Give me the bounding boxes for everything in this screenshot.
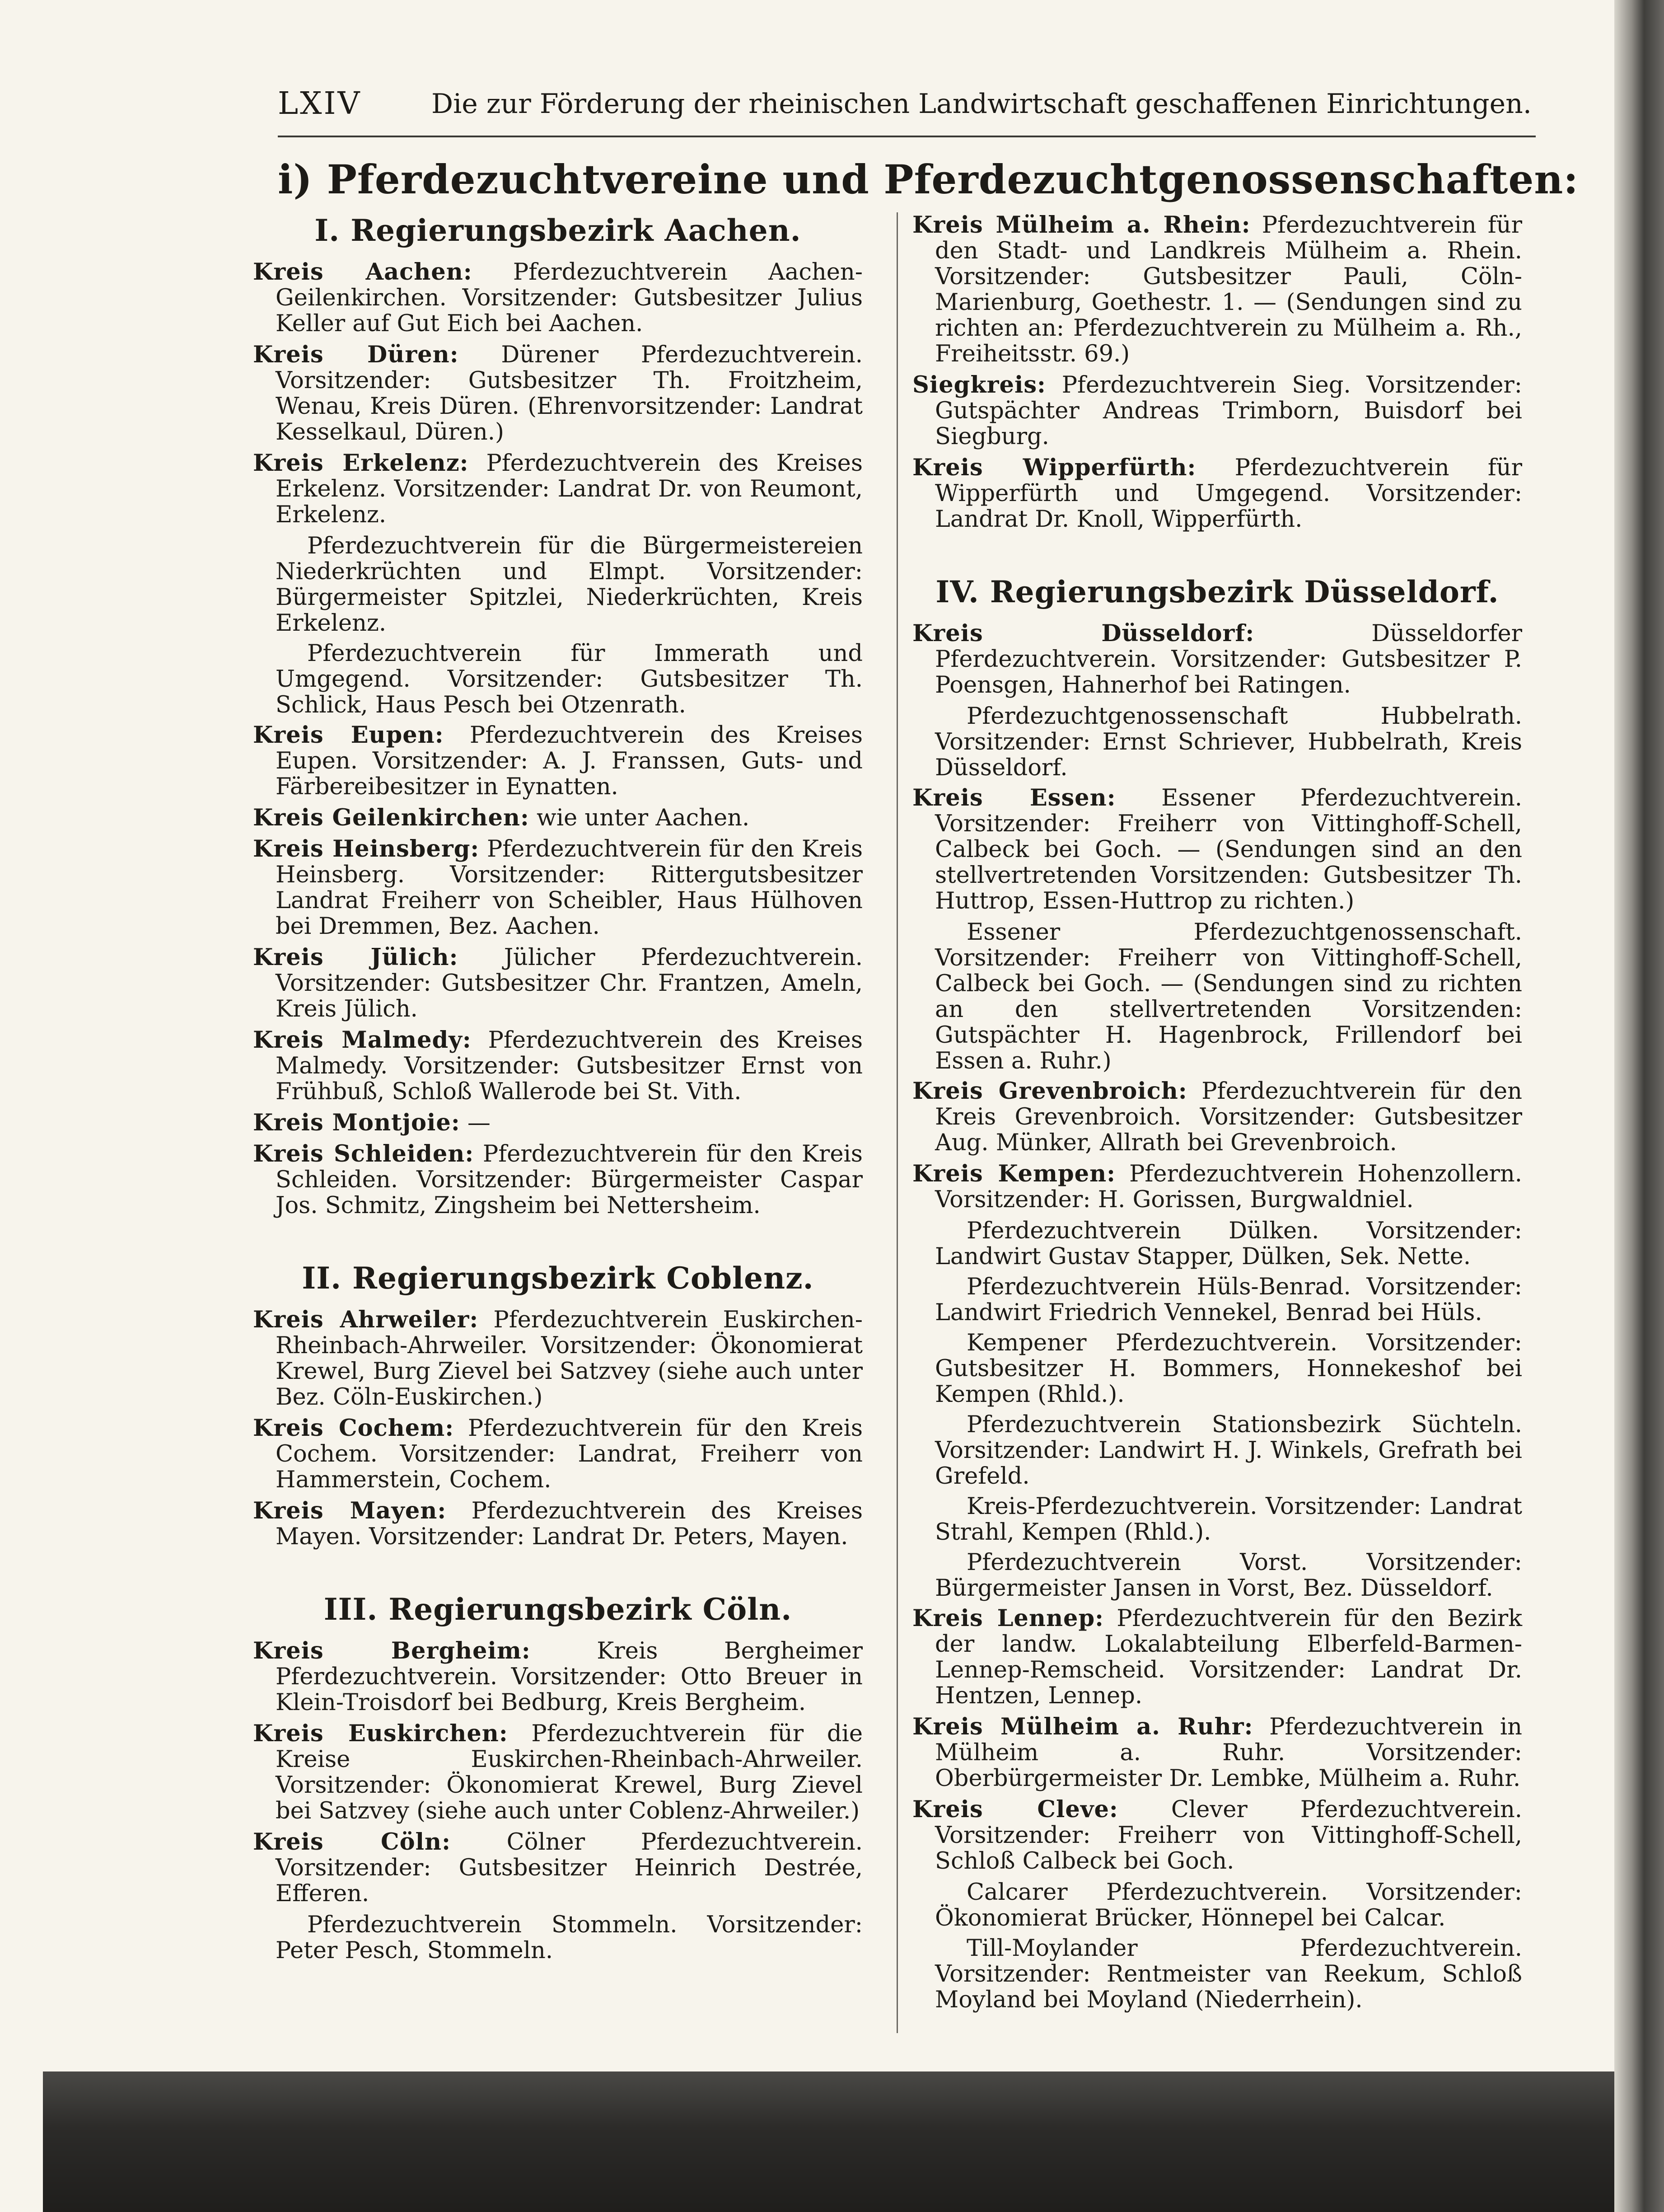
page-bottom-shadow bbox=[43, 2071, 1614, 2212]
entry-text: Pferdezuchtverein Hüls-Benrad. Vorsitzender: Landwirt Friedrich Vennekel, Benrad bei Hüls. bbox=[935, 1274, 1522, 1326]
directory-entry bbox=[912, 1330, 1522, 1407]
entry-text: Pferdezuchtverein für den Kreis Grevenbroich. Vorsitzender: Gutsbesitzer Aug. Münker, Allrath bei Grevenbroich. bbox=[935, 1078, 1522, 1156]
directory-entry bbox=[253, 722, 863, 800]
book-spine-edge bbox=[1614, 0, 1664, 2212]
entry-text: Pferdezuchtverein für Immerath und Umgegend. Vorsitzender: Gutsbesitzer Th. Schlick, Haus Pesch bei Otzenrath. bbox=[276, 640, 863, 718]
directory-entry bbox=[253, 1912, 863, 1964]
district-name: Kreis Cöln: bbox=[253, 1828, 451, 1856]
directory-entry bbox=[912, 1494, 1522, 1545]
directory-entry bbox=[253, 1498, 863, 1550]
district-name: Kreis Ahrweiler: bbox=[253, 1306, 479, 1333]
district-name: Kreis Montjoie: bbox=[253, 1109, 460, 1136]
entry-text: Pferdezuchtverein Hohenzollern. Vorsitzender: H. Gorissen, Burgwaldniel. bbox=[935, 1161, 1522, 1213]
district-name: Kreis Kempen: bbox=[912, 1160, 1116, 1187]
directory-entry bbox=[912, 1078, 1522, 1156]
directory-entry bbox=[253, 1638, 863, 1715]
district-name: Kreis Euskirchen: bbox=[253, 1720, 508, 1747]
directory-entry bbox=[253, 1829, 863, 1907]
district-name: Kreis Düren: bbox=[253, 341, 459, 368]
section-gap bbox=[253, 1224, 863, 1260]
entry-text: Clever Pferdezuchtverein. Vorsitzender: Freiherr von Vittinghoff-Schell, Schloß Calbeck bei Goch. bbox=[935, 1796, 1523, 1875]
district-name: Kreis Wipperfürth: bbox=[912, 454, 1197, 481]
directory-entry bbox=[253, 1141, 863, 1218]
directory-entry bbox=[253, 945, 863, 1022]
district-name: Kreis Cleve: bbox=[912, 1796, 1118, 1823]
district-name: Siegkreis: bbox=[912, 371, 1046, 398]
page-title: i) Pferdezuchtvereine und Pferdezuchtgenossenschaften: bbox=[278, 156, 1579, 203]
section-heading: I. Regierungsbezirk Aachen. bbox=[314, 213, 801, 248]
entry-text: Pferdezuchtverein für die Bürgermeistereien Niederkrüchten und Elmpt. Vorsitzender: Bürgermeister Spitzlei, Niederkrüchten, Kreis Erkelenz. bbox=[276, 533, 863, 637]
directory-entry bbox=[253, 641, 863, 718]
header-rule bbox=[278, 136, 1536, 137]
directory-entry bbox=[912, 372, 1522, 450]
entry-text: Pferdezuchtverein Euskirchen-Rheinbach-Ahrweiler. Vorsitzender: Ökonomierat Krewel, Burg Zievel bei Satzvey (siehe auch unter Bez. Cöln-Euskirchen.) bbox=[276, 1307, 863, 1411]
entry-text: Pferdezuchtverein des Kreises Mayen. Vorsitzender: Landrat Dr. Peters, Mayen. bbox=[276, 1498, 863, 1550]
district-name: Kreis Bergheim: bbox=[253, 1637, 531, 1664]
entry-text: Pferdezuchtverein Vorst. Vorsitzender: Bürgermeister Jansen in Vorst, Bez. Düsseldorf. bbox=[935, 1549, 1522, 1602]
district-name: Kreis Erkelenz: bbox=[253, 450, 469, 477]
district-name: Kreis Aachen: bbox=[253, 258, 472, 286]
district-name: Kreis Mayen: bbox=[253, 1497, 447, 1524]
district-name: Kreis Mülheim a. Ruhr: bbox=[912, 1713, 1253, 1740]
entry-text: Pferdezuchtverein für den Kreis Cochem. Vorsitzender: Landrat, Freiherr von Hammerstein, Cochem. bbox=[276, 1415, 863, 1493]
entry-text: Pferdezuchtverein des Kreises Eupen. Vorsitzender: A. J. Franssen, Guts- und Färbereibesitzer in Eynatten. bbox=[276, 722, 863, 800]
page-number: LXIV bbox=[278, 86, 362, 122]
directory-entry bbox=[253, 259, 863, 337]
entry-text: Pferdezuchtverein für den Kreis Schleiden. Vorsitzender: Bürgermeister Caspar Jos. Schmitz, Zingsheim bei Nettersheim. bbox=[276, 1141, 863, 1219]
entry-text: Pferdezuchtverein für die Kreise Euskirchen-Rheinbach-Ahrweiler. Vorsitzender: Ökonomierat Krewel, Burg Zievel bei Satzvey (siehe auch unter Coblenz-Ahrweiler.) bbox=[276, 1720, 863, 1824]
entry-text: Calcarer Pferdezuchtverein. Vorsitzender: Ökonomierat Brücker, Hönnepel bei Calcar. bbox=[935, 1879, 1522, 1931]
directory-entry bbox=[253, 1721, 863, 1824]
directory-entry bbox=[253, 342, 863, 445]
district-name: Kreis Mülheim a. Rhein: bbox=[912, 211, 1251, 239]
district-name: Kreis Lennep: bbox=[912, 1605, 1104, 1632]
directory-entry bbox=[912, 1879, 1522, 1931]
entry-text: Düsseldorfer Pferdezuchtverein. Vorsitzender: Gutsbesitzer P. Poensgen, Hahnerhof bei Ratingen. bbox=[935, 620, 1522, 698]
directory-entry bbox=[912, 212, 1522, 367]
left-column bbox=[253, 212, 863, 1968]
entry-text: wie unter Aachen. bbox=[529, 805, 750, 831]
directory-entry bbox=[912, 919, 1522, 1074]
directory-entry bbox=[912, 703, 1522, 781]
directory-entry bbox=[912, 455, 1522, 532]
entry-text: Pferdezuchtverein für den Stadt- und Landkreis Mülheim a. Rhein. Vorsitzender: Gutsbesitzer Pauli, Cöln-Marienburg, Goethestr. 1. — (Sendungen sind zu richten an: Pferdezuchtverein zu Mülheim a. Rh., Freiheitsstr. 69.) bbox=[935, 212, 1522, 367]
directory-entry bbox=[912, 621, 1522, 698]
right-column bbox=[912, 212, 1522, 2017]
entry-text: Kreis Bergheimer Pferdezuchtverein. Vorsitzender: Otto Breuer in Klein-Troisdorf bei Bedburg, Kreis Bergheim. bbox=[276, 1638, 863, 1716]
directory-entry bbox=[912, 785, 1522, 914]
entry-text: Till-Moylander Pferdezuchtverein. Vorsitzender: Rentmeister van Reekum, Schloß Moyland bei Moyland (Niederrhein). bbox=[935, 1935, 1522, 2013]
section-heading: III. Regierungsbezirk Cöln. bbox=[323, 1592, 792, 1627]
entry-text: Pferdezuchtgenossenschaft Hubbelrath. Vorsitzender: Ernst Schriever, Hubbelrath, Kreis Düsseldorf. bbox=[935, 703, 1522, 781]
entry-text: Pferdezuchtverein in Mülheim a. Ruhr. Vorsitzender: Oberbürgermeister Dr. Lembke, Mülheim a. Ruhr. bbox=[935, 1714, 1522, 1792]
entry-text: Pferdezuchtverein Stommeln. Vorsitzender: Peter Pesch, Stommeln. bbox=[276, 1912, 863, 1964]
district-name: Kreis Eupen: bbox=[253, 722, 444, 749]
directory-entry bbox=[253, 1110, 863, 1136]
entry-text: Cölner Pferdezuchtverein. Vorsitzender: Gutsbesitzer Heinrich Destrée, Efferen. bbox=[276, 1829, 863, 1907]
directory-entry bbox=[253, 1307, 863, 1410]
directory-entry bbox=[912, 1797, 1522, 1874]
entry-text: Pferdezuchtverein für Wipperfürth und Umgegend. Vorsitzender: Landrat Dr. Knoll, Wipperfürth. bbox=[935, 455, 1522, 533]
entry-text: Pferdezuchtverein Aachen-Geilenkirchen. Vorsitzender: Gutsbesitzer Julius Keller auf Gut Eich bei Aachen. bbox=[276, 259, 863, 337]
entry-text: Jülicher Pferdezuchtverein. Vorsitzender: Gutsbesitzer Chr. Frantzen, Ameln, Kreis Jülich. bbox=[276, 944, 863, 1022]
directory-entry bbox=[253, 836, 863, 939]
district-name: Kreis Geilenkirchen: bbox=[253, 804, 529, 831]
district-name: Kreis Jülich: bbox=[253, 944, 458, 971]
district-name: Kreis Essen: bbox=[912, 784, 1116, 811]
entry-text: Dürener Pferdezuchtverein. Vorsitzender: Gutsbesitzer Th. Froitzheim, Wenau, Kreis Düren. (Ehrenvorsitzender: Landrat Kesselkaul, Düren.) bbox=[276, 342, 863, 445]
section-gap bbox=[253, 1555, 863, 1591]
directory-entry bbox=[912, 1218, 1522, 1270]
district-name: Kreis Cochem: bbox=[253, 1415, 454, 1442]
section-gap bbox=[912, 538, 1522, 574]
district-name: Kreis Malmedy: bbox=[253, 1026, 472, 1054]
entry-text: Kreis-Pferdezuchtverein. Vorsitzender: Landrat Strahl, Kempen (Rhld.). bbox=[935, 1493, 1522, 1546]
directory-entry bbox=[253, 805, 863, 831]
entry-text: Pferdezuchtverein Dülken. Vorsitzender: Landwirt Gustav Stapper, Dülken, Sek. Nette. bbox=[935, 1218, 1522, 1270]
directory-entry bbox=[912, 1936, 1522, 2013]
entry-text: Essener Pferdezuchtverein. Vorsitzender: Freiherr von Vittinghoff-Schell, Calbeck bei Goch. — (Sendungen sind an den stellvertretenden Vorsitzenden: Gutsbesitzer Th. Huttrop, Essen-Huttrop zu richten.) bbox=[935, 785, 1523, 914]
column-divider bbox=[897, 212, 898, 2033]
entry-text: Pferdezuchtverein Sieg. Vorsitzender: Gutspächter Andreas Trimborn, Buisdorf bei Siegburg. bbox=[935, 372, 1522, 450]
directory-entry bbox=[912, 1161, 1522, 1213]
running-head: Die zur Förderung der rheinischen Landwirtschaft geschaffenen Einrichtungen. bbox=[431, 88, 1532, 120]
directory-entry bbox=[912, 1550, 1522, 1601]
entry-text: Pferdezuchtverein des Kreises Malmedy. Vorsitzender: Gutsbesitzer Ernst von Frühbuß, Schloß Wallerode bei St. Vith. bbox=[276, 1027, 863, 1105]
directory-entry bbox=[253, 533, 863, 636]
directory-entry bbox=[912, 1412, 1522, 1489]
directory-entry bbox=[253, 1027, 863, 1105]
entry-text: Pferdezuchtverein Stationsbezirk Süchteln. Vorsitzender: Landwirt H. J. Winkels, Grefrath bei Grefeld. bbox=[935, 1411, 1522, 1490]
section-heading: IV. Regierungsbezirk Düsseldorf. bbox=[935, 574, 1499, 609]
directory-entry bbox=[912, 1274, 1522, 1326]
district-name: Kreis Düsseldorf: bbox=[912, 620, 1255, 647]
entry-text: Pferdezuchtverein für den Bezirk der landw. Lokalabteilung Elberfeld-Barmen-Lennep-Remscheid. Vorsitzender: Landrat Dr. Hentzen, Lennep. bbox=[935, 1605, 1522, 1709]
directory-entry bbox=[912, 1606, 1522, 1709]
entry-text: Essener Pferdezuchtgenossenschaft. Vorsitzender: Freiherr von Vittinghoff-Schell, Calbeck bei Goch. — (Sendungen sind zu richten an den stellvertretenden Vorsitzenden: Gutspächter H. Hagenbrock, Frillendorf bei Essen a. Ruhr.) bbox=[935, 919, 1522, 1074]
directory-entry bbox=[912, 1714, 1522, 1791]
district-name: Kreis Grevenbroich: bbox=[912, 1078, 1187, 1105]
entry-text: — bbox=[460, 1110, 491, 1136]
entry-text: Kempener Pferdezuchtverein. Vorsitzender: Gutsbesitzer H. Bommers, Honnekeshof bei Kempen (Rhld.). bbox=[935, 1330, 1522, 1408]
section-heading: II. Regierungsbezirk Coblenz. bbox=[302, 1261, 814, 1296]
entry-text: Pferdezuchtverein des Kreises Erkelenz. Vorsitzender: Landrat Dr. von Reumont, Erkelenz. bbox=[276, 450, 863, 528]
district-name: Kreis Schleiden: bbox=[253, 1140, 474, 1167]
directory-entry bbox=[253, 450, 863, 528]
directory-entry bbox=[253, 1415, 863, 1493]
district-name: Kreis Heinsberg: bbox=[253, 835, 480, 862]
entry-text: Pferdezuchtverein für den Kreis Heinsberg. Vorsitzender: Rittergutsbesitzer Landrat Freiherr von Scheibler, Haus Hülhoven bei Dremmen, Bez. Aachen. bbox=[276, 836, 863, 940]
